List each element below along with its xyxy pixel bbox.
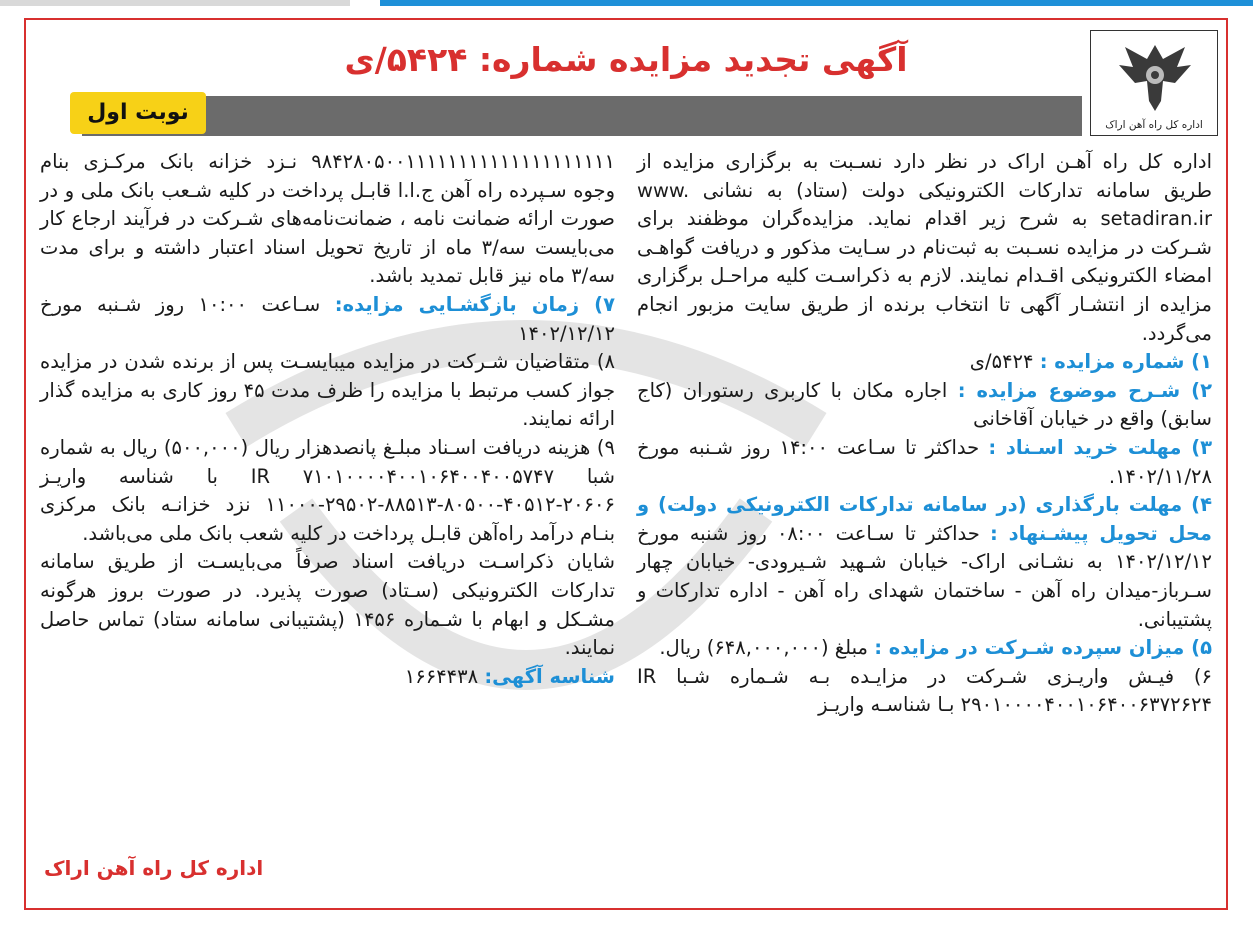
- item-4: ۴) مهلت بارگذاری (در سامانه تدارکات الکترونیکی دولت) و محل تحویل پیشـنهاد : حداکثر تا سـاعت ۰۸:۰۰ روز شنبه مورخ ۱۴۰۲/۱۲/۱۲ به نشـانی اراک- خیابان شـهید شـیرودی- خیابان چهار سـرباز-میدان راه آهن - ساختمان شهدای راه آهن - اداره تدارکات و پشتیبانی.: [637, 493, 1213, 631]
- round-badge: نوبت اول: [70, 92, 206, 134]
- item-9: ۹) هزینه دریافت اسـناد مبلـغ پانصدهزار ریال (۵۰۰,۰۰۰) ریال به شماره شبا IR ۷۱۰۱۰۰۰۰۴۰۰۱۰۶۴۰۰۴۰۰۵۷۴۷ با شناسه واریـز ۲۰۶۰۶-۴۰۵۱۲-۸۰۵۰۰-۸۸۵۱۳-۲۹۵۰۲-۱۱۰۰۰ نزد خزانـه بانک مرکزی بنـام درآمد راه‌آهن قابـل پرداخت در کلیه شعب بانک ملی می‌باشد.: [40, 435, 616, 545]
- item-label: ۱) شماره مزایده :: [1039, 350, 1212, 374]
- item-6-continued: ۹۸۴۲۸۰۵۰۰۱۱۱۱۱۱۱۱۱۱۱۱۱۱۱۱۱۱۱۱ نـزد خزانه بانک مرکـزی بنام وجوه سـپرده راه آهن ج.ا.ا قابـل پرداخت در کلیه شـعب بانک ملی و در صورت ارائه ضمانت نامه ، ضمانت‌نامه‌های شـرکت در فرآیند ارجاع کار می‌بایست سه/۳ ماه از تاریخ تحویل اسناد اعتبار داشته و برای مدت سه/۳ ماه نیز قابل تمدید باشد.: [40, 150, 615, 288]
- railway-logo: [1090, 30, 1218, 136]
- signature: اداره کل راه آهن اراک: [44, 856, 264, 880]
- item-label: ۵) میزان سپرده شـرکت در مزایده :: [874, 636, 1212, 660]
- logo-caption: اداره کل راه آهن اراک: [1105, 119, 1203, 131]
- left-column: [40, 148, 615, 691]
- item-label: ۴) مهلت بارگذاری (در سامانه تدارکات الکترونیکی دولت) و محل تحویل پیشـنهاد :: [637, 493, 1213, 545]
- top-strip: [0, 0, 1253, 8]
- right-column: [637, 148, 1212, 720]
- intro-paragraph: اداره کل راه آهـن اراک در نظر دارد نسـبت به برگزاری مزایده از طریق سامانه تدارکات الکترونیکی دولت (ستاد) به نشانی www. setadiran.ir به شرح زیر اقدام نماید. مزایده‌گران موظفند برای شـرکت در مزایده نسـبت به ثبت‌نام در سـایت مذکور و دریافت گواهـی امضاء الکترونیکی اقـدام نمایند. لازم به ذکراسـت کلیه مراحـل برگزاری مزایده از انتشـار آگهی تا انتخاب برنده از طریق سایت مزبور انجام می‌گردد.: [637, 150, 1212, 345]
- item-7: ۷) زمان بازگشـایی مزایده: سـاعت ۱۰:۰۰ روز شـنبه مورخ ۱۴۰۲/۱۲/۱۲: [40, 292, 615, 345]
- item-6: ۶) فیـش واریـزی شـرکت در مزایـده بـه شـماره شـبا IR ۲۹۰۱۰۰۰۰۴۰۰۱۰۶۴۰۰۶۳۷۲۶۲۴ بـا شناسـه واریـز: [637, 664, 1212, 717]
- item-label: شناسه آگهی:: [484, 664, 615, 688]
- header-band: [82, 96, 1082, 136]
- item-label: ۳) مهلت خرید اسـناد :: [988, 435, 1213, 459]
- ad-id: شناسه آگهی: ۱۶۶۴۴۳۸: [404, 664, 615, 688]
- announcement-frame: [24, 18, 1228, 910]
- item-5: ۵) میزان سپرده شـرکت در مزایده : مبلغ (۶۴۸,۰۰۰,۰۰۰) ریال.: [659, 636, 1212, 660]
- item-2: ۲) شـرح موضوع مزایده : اجاره مکان با کاربری رستوران (کاج سابق) واقع در خیابان آقاخانی: [637, 378, 1212, 431]
- winged-emblem-icon: [1115, 37, 1195, 115]
- item-3: ۳) مهلت خرید اسـناد : حداکثر تا سـاعت ۱۴:۰۰ روز شـنبه مورخ ۱۴۰۲/۱۱/۲۸.: [637, 435, 1213, 488]
- top-strip-grey: [0, 0, 350, 6]
- item-label: ۷) زمان بازگشـایی مزایده:: [334, 292, 615, 316]
- item-1: ۱) شماره مزایده : ۵۴۲۴/ی: [969, 350, 1212, 374]
- top-strip-blue: [380, 0, 1253, 6]
- note-paragraph: شایان ذکراسـت دریافت اسناد صرفاً می‌بایسـت از طریق سامانه تدارکات الکترونیکی (سـتاد) صورت پذیرد. در صورت بروز هرگونه مشـکل و ابهام با شـماره ۱۴۵۶ (پشتیبانی سامانه ستاد) تماس حاصل نمایند.: [40, 550, 615, 660]
- item-label: ۲) شـرح موضوع مزایده :: [957, 378, 1212, 402]
- item-8: ۸) متقاضیان شـرکت در مزایده میبایسـت پس از برنده شدن در مزایده جواز کسب مرتبط با مزایده را ظرف مدت ۴۵ روز کاری به مزایده گذار ارائه نمایند.: [40, 350, 615, 431]
- page-title: آگهی تجدید مزایده شماره: ۵۴۲۴/ی: [344, 40, 908, 79]
